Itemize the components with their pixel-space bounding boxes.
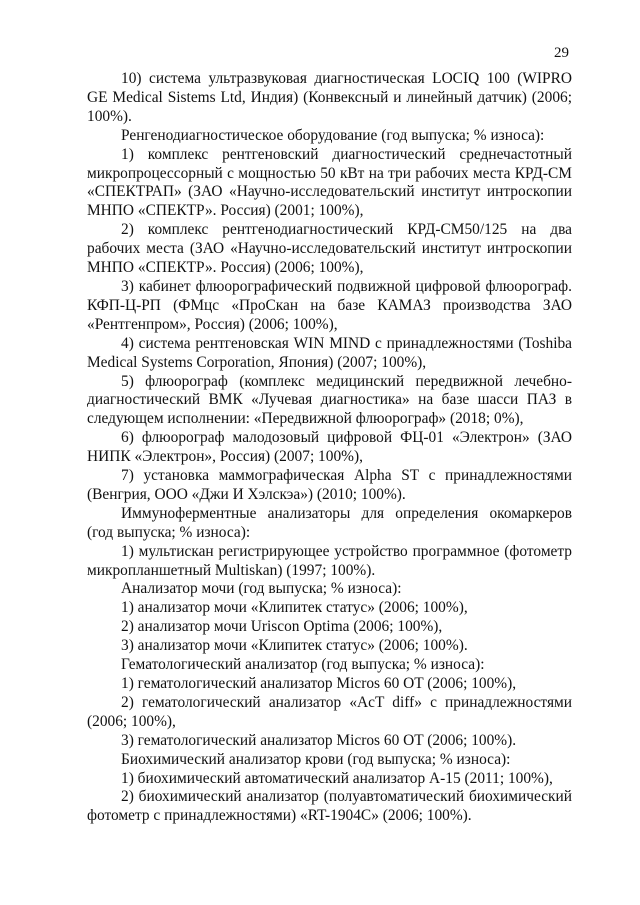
list-item-urine-3: 3) анализатор мочи «Клипитек статус» (2006; 100%).: [121, 637, 468, 655]
paragraph-ultrasound-system: 10) система ультразвуковая диагностическая LOCIQ 100 (WIPRO GE Medical Sistems Ltd, Индия) (Конвексный и линейный датчик) (2006; 100%).: [87, 70, 572, 125]
heading-xray-equipment: Ренгенодиагностическое оборудование (год выпуска; % износа):: [121, 126, 545, 144]
heading-urine-analyzer: Анализатор мочи (год выпуска; % износа):: [121, 580, 402, 598]
heading-biochemistry-analyzer: Биохимический анализатор крови (год выпуска; % износа):: [121, 750, 511, 768]
list-item-biochemistry-1: 1) биохимический автоматический анализатор А-15 (2011; 100%),: [121, 769, 553, 787]
list-item-xray-3: 3) кабинет флюорографический подвижной цифровой флюорограф. КФП-Ц-РП (ФМцс «ПроСкан на базе КАМАЗ производства ЗАО «Рентгенпром», Россия) (2006; 100%),: [87, 277, 572, 333]
list-item-hematology-2: 2) гематологический анализатор «AcT diff» с принадлежностями (2006; 100%),: [87, 693, 572, 730]
list-item-xray-6: 6) флюорограф малодозовый цифровой ФЦ-01 «Электрон» (ЗАО НИПК «Электрон», Россия) (2007; 100%),: [87, 429, 572, 466]
list-item-urine-1: 1) анализатор мочи «Клипитек статус» (2006; 100%),: [121, 599, 468, 617]
list-item-xray-7: 7) установка маммографическая Alpha ST с принадлежностями (Венгрия, ООО «Джи И Хэлскэа») (2010; 100%).: [87, 467, 572, 503]
list-item-urine-2: 2) анализатор мочи Uriscon Optima (2006; 100%),: [121, 618, 443, 636]
list-item-xray-5: 5) флюорограф (комплекс медицинский передвижной лечебно-диагностический ВМК «Лучевая диагностика» на базе шасси ПАЗ в следующем исполнении: «Передвижной флюорограф» (2018; 0%),: [87, 372, 572, 428]
page-number: 29: [554, 45, 569, 61]
list-item-biochemistry-2: 2) биохимический анализатор (полуавтоматический биохимический фотометр с принадлежностями) «RT-1904C» (2006; 100%).: [87, 788, 572, 825]
list-item-hematology-1: 1) гематологический анализатор Micros 60 OT (2006; 100%),: [121, 675, 517, 692]
heading-immunoassay-analyzers: Иммуноферментные анализаторы для определения окомаркеров (год выпуска; % износа):: [87, 504, 572, 541]
list-item-hematology-3: 3) гематологический анализатор Micros 60 OT (2006; 100%).: [121, 731, 517, 749]
document-body: [87, 70, 572, 826]
heading-hematology-analyzer: Гематологический анализатор (год выпуска; % износа):: [121, 656, 485, 674]
list-item-xray-2: 2) комплекс рентгенодиагностический КРД-СМ50/125 на два рабочих места (ЗАО «Научно-исследовательский институт интроскопии МНПО «СПЕКТР». Россия) (2006; 100%),: [87, 221, 572, 277]
list-item-immunoassay-1: 1) мультискан регистрирующее устройство программное (фотометр микропланшетный Multiskan) (1997; 100%).: [87, 542, 572, 579]
list-item-xray-4: 4) система рентгеновская WIN MIND с принадлежностями (Toshiba Medical Systems Corporation, Япония) (2007; 100%),: [87, 334, 572, 371]
list-item-xray-1: 1) комплекс рентгеновский диагностический среднечастотный микропроцессорный с мощностью 50 кВт на три рабочих места КРД-СМ «СПЕКТРАП» (ЗАО «Научно-исследовательский институт интроскопии МНПО «СПЕКТР». Россия) (2001; 100%),: [87, 145, 572, 220]
